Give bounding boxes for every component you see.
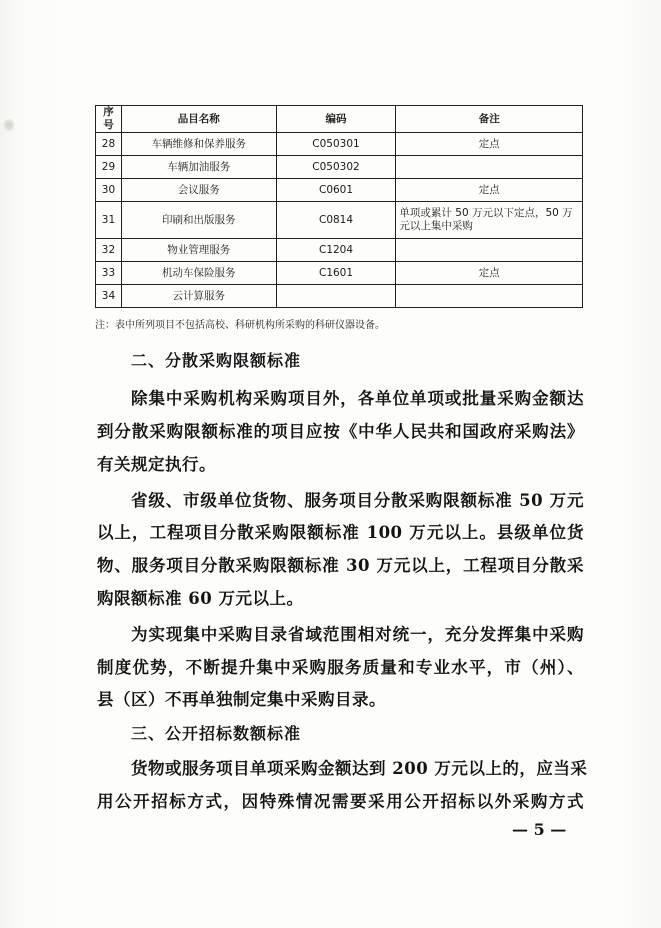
cell-code: C1204: [276, 239, 396, 262]
paragraph-line: 省级、市级单位货物、服务项目分散采购限额标准 50 万元: [131, 491, 584, 510]
paragraph-line: 以上，工程项目分散采购限额标准 100 万元以上。县级单位货: [97, 523, 584, 542]
section-heading-decentralized-threshold: 二、分散采购限额标准: [131, 351, 302, 370]
paragraph-line: 购限额标准 60 万元以上。: [97, 589, 304, 608]
table-header-row: [96, 106, 583, 133]
cell-code: [276, 285, 396, 308]
cell-remark: 单项或累计 50 万元以下定点，50 万元以上集中采购: [396, 202, 583, 239]
table-row: [96, 179, 583, 202]
cell-code: C050301: [276, 133, 396, 156]
paragraph-line: 到分散采购限额标准的项目应按《中华人民共和国政府采购法》: [97, 422, 584, 441]
paragraph-line: 县（区）不再单独制定集中采购目录。: [97, 690, 386, 709]
cell-remark: 定点: [396, 179, 583, 202]
paragraph-line: 有关规定执行。: [97, 455, 216, 474]
paragraph-line: 货物或服务项目单项采购金额达到 200 万元以上的，应当采: [131, 759, 588, 778]
cell-item-name: 云计算服务: [121, 285, 276, 308]
table-row: [96, 156, 583, 179]
cell-code: C1601: [276, 262, 396, 285]
cell-no: 32: [96, 239, 122, 262]
cell-item-name: 印刷和出版服务: [121, 202, 276, 239]
cell-item-name: 机动车保险服务: [121, 262, 276, 285]
header-item-name: 品目名称: [121, 106, 276, 133]
cell-item-name: 会议服务: [121, 179, 276, 202]
binding-hole-mark: [4, 118, 14, 132]
table-row: [96, 262, 583, 285]
cell-remark: [396, 156, 583, 179]
paragraph-line: 除集中采购机构采购项目外，各单位单项或批量采购金额达: [131, 389, 584, 408]
cell-item-name: 车辆加油服务: [121, 156, 276, 179]
cell-no: 31: [96, 202, 122, 239]
table-row: [96, 133, 583, 156]
cell-item-name: 车辆维修和保养服务: [121, 133, 276, 156]
procurement-catalog-table: [95, 105, 583, 308]
paragraph-line: 用公开招标方式，因特殊情况需要采用公开招标以外采购方式: [97, 792, 584, 811]
paragraph-line: 为实现集中采购目录省域范围相对统一，充分发挥集中采购: [131, 625, 584, 644]
page-number: — 5 —: [512, 820, 567, 839]
paragraph-line: 制度优势，不断提升集中采购服务质量和专业水平，市（州）、: [97, 658, 584, 677]
header-code: 编码: [276, 106, 396, 133]
header-remark: 备注: [396, 106, 583, 133]
cell-no: 29: [96, 156, 122, 179]
table-row: [96, 202, 583, 239]
section-heading-public-tender-threshold: 三、公开招标数额标准: [131, 724, 302, 743]
cell-remark: 定点: [396, 262, 583, 285]
cell-item-name: 物业管理服务: [121, 239, 276, 262]
header-no: 序号: [96, 106, 122, 133]
table-row: [96, 239, 583, 262]
cell-code: C0814: [276, 202, 396, 239]
cell-remark: 定点: [396, 133, 583, 156]
cell-remark: [396, 285, 583, 308]
paragraph-line: 物、服务项目分散采购限额标准 30 万元以上，工程项目分散采: [97, 556, 584, 575]
cell-no: 28: [96, 133, 122, 156]
cell-remark: [396, 239, 583, 262]
cell-no: 33: [96, 262, 122, 285]
cell-code: C050302: [276, 156, 396, 179]
cell-no: 30: [96, 179, 122, 202]
table-footnote: 注：表中所列项目不包括高校、科研机构所采购的科研仪器设备。: [95, 320, 385, 331]
table-row: [96, 285, 583, 308]
cell-code: C0601: [276, 179, 396, 202]
cell-no: 34: [96, 285, 122, 308]
